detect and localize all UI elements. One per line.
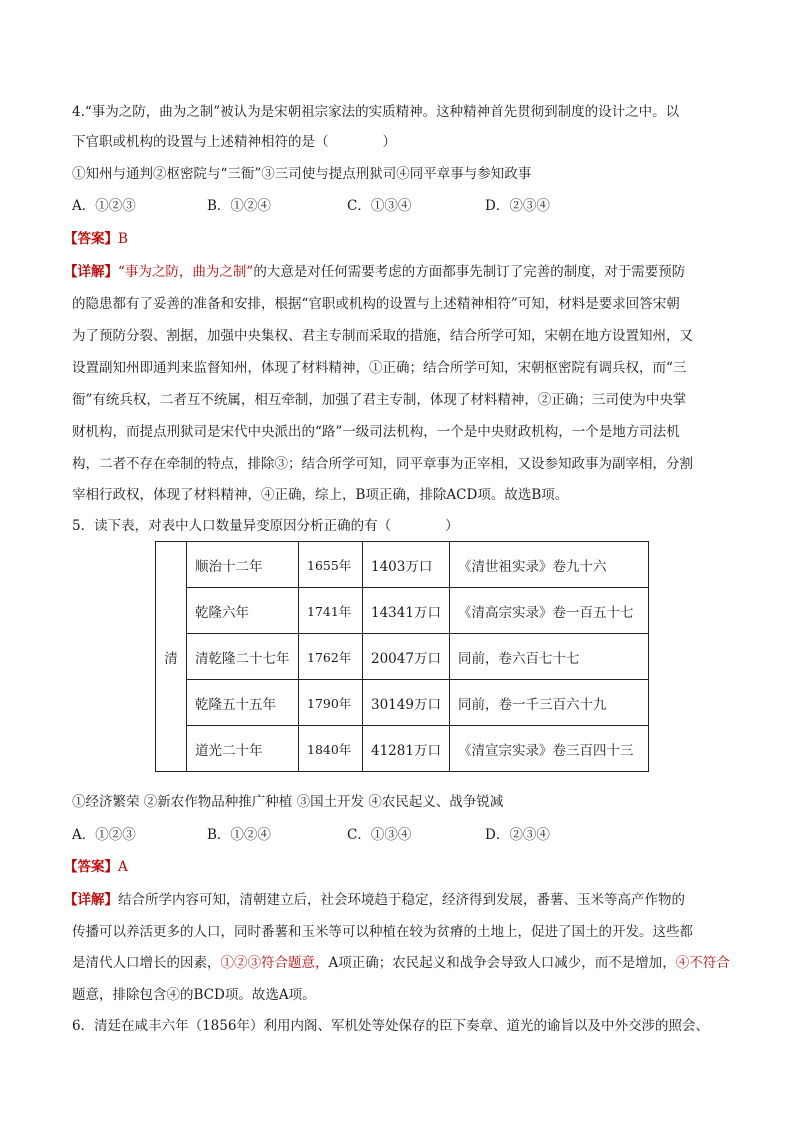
q5-detail-line3 [72, 954, 730, 972]
q4-detail-line6: 财机构，而提点刑狱司是宋代中央派出的“路”一级司法机构，一个是中央财政机构，一个是地方司法机 [72, 424, 680, 440]
q5-detail-text3d: ④不符合 [675, 955, 730, 971]
year-cell: 1790年 [299, 680, 363, 726]
table-row [156, 634, 649, 680]
q4-option-a: A．①②③ [72, 198, 136, 214]
source-cell: 同前，卷一千三百六十九 [449, 680, 648, 726]
q4-detail-label: 【详解】 [64, 264, 118, 280]
q5-option-c: C．①③④ [347, 827, 412, 843]
q4-stem-line1: 4.“事为之防，曲为之制”被认为是宋朝祖宗家法的实质精神。这种精神首先贯彻到制度的设计之中。以 [72, 104, 680, 120]
year-cell: 1741年 [299, 588, 363, 634]
reign-cell: 乾隆五十五年 [187, 680, 299, 726]
q4-answer [64, 230, 128, 248]
q5-detail-text3a: 是清代人口增长的因素， [72, 955, 221, 971]
q4-detail-quote: “事为之防，曲为之制” [118, 264, 254, 280]
table-row [156, 542, 649, 588]
reign-cell: 乾隆六年 [187, 588, 299, 634]
q5-answer-label: 【答案】 [64, 859, 118, 875]
q6-stem-line1: 6．清廷在咸丰六年（1856年）利用内阁、军机处等处保存的臣下奏章、道光的谕旨以及中外交涉的照会、 [72, 1018, 709, 1034]
q5-answer-value: A [118, 859, 128, 875]
q5-detail-line2: 传播可以养活更多的人口，同时番薯和玉米等可以种植在较为贫瘠的土地上，促进了国土的开发。这些都 [72, 924, 693, 940]
year-cell: 1762年 [299, 634, 363, 680]
q4-detail-line5: 衙”有统兵权，二者互不统属，相互牵制，加强了君主专制，体现了材料精神，②正确；三司使为中央掌 [72, 392, 687, 408]
q4-statements: ①知州与通判②枢密院与“三衙”③三司使与提点刑狱司④同平章事与参知政事 [72, 166, 532, 182]
q5-detail-line4: 题意，排除包含④的BCD项。故选A项。 [72, 987, 316, 1003]
q4-detail-line2: 的隐患都有了妥善的准备和安排，根据“官职或机构的设置与上述精神相符”可知，材料是要求回答宋朝 [72, 296, 680, 312]
q5-detail-text1: 结合所学内容可知，清朝建立后，社会环境趋于稳定，经济得到发展，番薯、玉米等高产作物的 [118, 892, 685, 908]
q5-detail-line1 [64, 891, 685, 909]
q4-detail-line1 [64, 263, 685, 281]
q5-option-d: D．②③④ [485, 827, 550, 843]
q4-answer-label: 【答案】 [64, 231, 118, 247]
q4-detail-line4: 设置副知州即通判来监督知州，体现了材料精神，①正确；结合所学可知，宋朝枢密院有调兵权，而“三 [72, 360, 687, 376]
q4-detail-text1: 的大意是对任何需要考虑的方面都事先制订了完善的制度，对于需要预防 [253, 264, 686, 280]
source-cell: 《清宣宗实录》卷三百四十三 [449, 726, 648, 772]
q5-stem: 5．读下表，对表中人口数量异变原因分析正确的有（ ） [72, 518, 459, 534]
q5-statements: ①经济繁荣 ②新农作物品种推广种植 ③国土开发 ④农民起义、战争锐减 [72, 794, 504, 810]
q4-detail-line3: 为了预防分裂、割据，加强中央集权、君主专制而采取的措施，结合所学可知，宋朝在地方设置知州，又 [72, 328, 693, 344]
year-cell: 1655年 [299, 542, 363, 588]
population-table [155, 541, 649, 772]
q4-detail-line7: 构，二者不存在牵制的特点，排除③；结合所学可知，同平章事为正宰相，又设参知政事为副宰相，分割 [72, 456, 693, 472]
population-cell: 41281万口 [363, 726, 450, 772]
dynasty-cell: 清 [156, 542, 187, 772]
reign-cell: 顺治十二年 [187, 542, 299, 588]
q4-detail-line8: 宰相行政权，体现了材料精神，④正确，综上，B项正确，排除ACD项。故选B项。 [72, 487, 569, 503]
reign-cell: 清乾隆二十七年 [187, 634, 299, 680]
q4-option-b: B．①②④ [207, 198, 271, 214]
q5-option-a: A．①②③ [72, 827, 136, 843]
q4-option-d: D．②③④ [485, 198, 550, 214]
q5-option-b: B．①②④ [207, 827, 271, 843]
q5-detail-text3c: A项正确；农民起义和战争会导致人口减少，而不是增加， [328, 955, 676, 971]
table-row [156, 588, 649, 634]
source-cell: 同前，卷六百七十七 [449, 634, 648, 680]
population-cell: 20047万口 [363, 634, 450, 680]
q4-answer-value: B [118, 231, 128, 247]
q5-detail-text3b: ①②③符合题意， [220, 955, 329, 971]
source-cell: 《清世祖实录》卷九十六 [449, 542, 648, 588]
q5-answer [64, 858, 128, 876]
source-cell: 《清高宗实录》卷一百五十七 [449, 588, 648, 634]
reign-cell: 道光二十年 [187, 726, 299, 772]
population-cell: 14341万口 [363, 588, 450, 634]
year-cell: 1840年 [299, 726, 363, 772]
population-cell: 30149万口 [363, 680, 450, 726]
q4-option-c: C．①③④ [347, 198, 412, 214]
table-row [156, 680, 649, 726]
table-row [156, 726, 649, 772]
q5-detail-label: 【详解】 [64, 892, 118, 908]
q4-stem-line2: 下官职或机构的设置与上述精神相符的是（ ） [72, 134, 396, 150]
population-cell: 1403万口 [363, 542, 450, 588]
